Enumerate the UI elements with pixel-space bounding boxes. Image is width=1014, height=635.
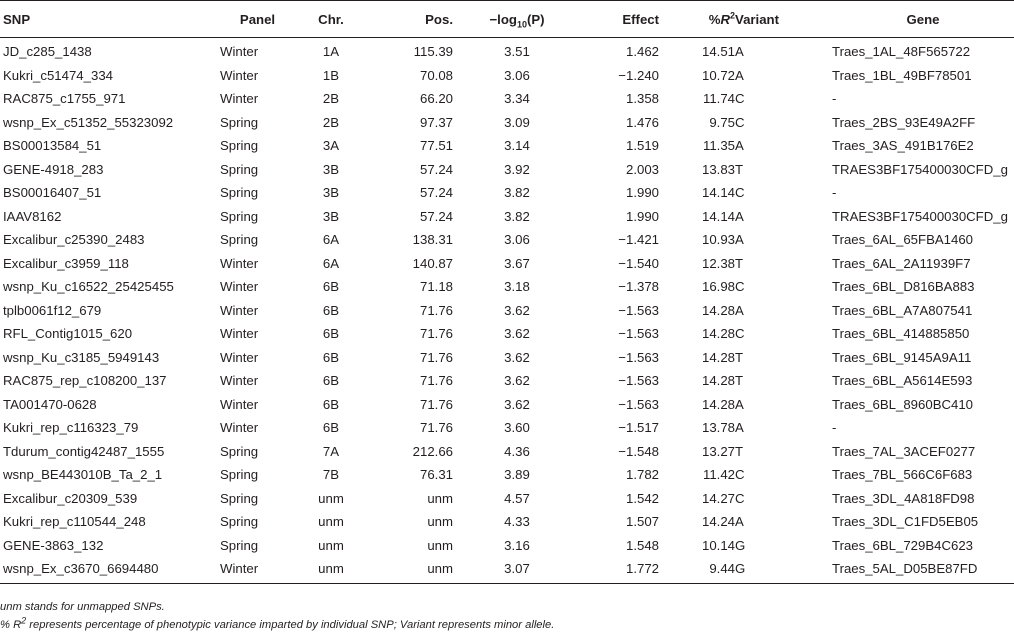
cell-panel: Spring [220, 467, 259, 483]
table-row [0, 487, 1014, 511]
cell-panel: Winter [220, 326, 259, 342]
cell-gene: Traes_6AL_2A11939F7 [832, 255, 971, 271]
cell-logp: 3.07 [453, 557, 581, 583]
cell-pos: 71.76 [419, 420, 453, 436]
table-row [0, 369, 1014, 393]
cell-pos: 71.76 [419, 349, 453, 365]
cell-variant: A [735, 208, 744, 224]
cell-r2: 9.44 [659, 557, 735, 583]
cell-snp: Tdurum_contig42487_1555 [3, 443, 165, 459]
cell-snp: wsnp_BE443010B_Ta_2_1 [3, 467, 163, 483]
cell-gene: Traes_7BL_566C6F683 [832, 467, 973, 483]
table-row [0, 134, 1014, 158]
cell-r2: 14.28 [701, 349, 735, 365]
table-row [0, 181, 1014, 205]
cell-panel: Winter [220, 67, 259, 83]
cell-r2: 16.98 [701, 279, 735, 295]
table-row [0, 299, 1014, 323]
cell-variant: T [735, 161, 744, 177]
cell-effect: −1.563 [618, 326, 659, 342]
table-row [0, 275, 1014, 299]
cell-effect: 1.772 [581, 557, 659, 583]
table-row [0, 158, 1014, 182]
cell-snp: wsnp_Ku_c16522_25425455 [3, 279, 174, 295]
cell-gene: Traes_5AL_D05BE87FD [832, 557, 1014, 583]
cell-chr: 6B [322, 302, 340, 318]
cell-logp: 3.51 [504, 44, 530, 60]
cell-snp: RAC875_c1755_971 [3, 91, 126, 107]
table-header [0, 1, 1014, 38]
cell-chr: 1A [322, 44, 340, 60]
cell-snp: Kukri_rep_c110544_248 [3, 514, 146, 530]
cell-variant: C [735, 91, 745, 107]
table-row [0, 252, 1014, 276]
cell-gene: Traes_6BL_8960BC410 [832, 396, 974, 412]
cell-variant: T [735, 255, 744, 271]
header-panel: Panel [220, 1, 295, 38]
header-r2-letter: R [720, 11, 730, 27]
cell-snp: Kukri_c51474_334 [3, 67, 113, 83]
header-gene: Gene [832, 1, 1014, 38]
cell-snp: RFL_Contig1015_620 [3, 326, 133, 342]
cell-logp: 3.14 [504, 138, 530, 154]
header-row [0, 1, 1014, 38]
cell-gene: Traes_6BL_9145A9A11 [832, 349, 972, 365]
cell-r2: 14.27 [701, 490, 735, 506]
cell-pos: 71.18 [419, 279, 453, 295]
cell-variant: A [735, 138, 744, 154]
cell-effect: −1.563 [618, 349, 659, 365]
cell-pos: 140.87 [412, 255, 453, 271]
footnote-r2-prefix: % [0, 619, 14, 631]
cell-gene: Traes_6BL_A7A807541 [832, 302, 973, 318]
cell-effect: 2.003 [625, 161, 659, 177]
cell-gene: Traes_6BL_A5614E593 [832, 373, 973, 389]
cell-pos: 57.24 [419, 161, 453, 177]
cell-logp: 3.18 [504, 279, 530, 295]
cell-snp: BS00016407_51 [3, 185, 102, 201]
cell-effect: −1.548 [618, 443, 659, 459]
cell-r2: 10.93 [701, 232, 735, 248]
header-variant: Variant [735, 1, 832, 38]
cell-variant: G [735, 537, 746, 553]
cell-logp: 3.09 [504, 114, 530, 130]
cell-snp: IAAV8162 [3, 208, 62, 224]
cell-effect: −1.563 [618, 373, 659, 389]
table-body [0, 38, 1014, 584]
cell-chr: unm [295, 557, 367, 583]
cell-pos: unm [427, 537, 453, 553]
cell-variant: A [735, 420, 744, 436]
cell-r2: 14.51 [701, 44, 735, 60]
cell-gene: - [832, 420, 837, 436]
cell-logp: 3.62 [504, 396, 530, 412]
cell-pos: 57.24 [419, 185, 453, 201]
cell-panel: Spring [220, 138, 259, 154]
cell-logp: 3.16 [504, 537, 530, 553]
table-row [0, 322, 1014, 346]
header-r2-sup: 2 [729, 10, 735, 21]
cell-logp: 3.62 [504, 302, 530, 318]
cell-logp: 3.62 [504, 326, 530, 342]
header-logp [453, 1, 581, 38]
cell-gene: Traes_3AS_491B176E2 [832, 138, 974, 154]
cell-variant: C [735, 490, 745, 506]
cell-panel: Spring [220, 490, 259, 506]
cell-r2: 13.83 [701, 161, 735, 177]
cell-effect: −1.240 [618, 67, 659, 83]
header-snp: SNP [0, 1, 220, 38]
cell-r2: 14.28 [701, 326, 735, 342]
cell-variant: C [735, 279, 745, 295]
header-chr: Chr. [295, 1, 367, 38]
footnote-r2-letter: R [13, 619, 22, 631]
cell-chr: 6B [322, 396, 340, 412]
cell-effect: −1.378 [618, 279, 659, 295]
cell-logp: 3.82 [504, 208, 530, 224]
cell-effect: −1.563 [618, 396, 659, 412]
cell-logp: 4.36 [504, 443, 530, 459]
cell-chr: 7B [322, 467, 340, 483]
cell-r2: 10.72 [701, 67, 735, 83]
cell-logp: 3.82 [504, 185, 530, 201]
cell-snp: Excalibur_c20309_539 [3, 490, 138, 506]
cell-chr: 2B [322, 114, 340, 130]
cell-effect: −1.517 [618, 420, 659, 436]
cell-snp: BS00013584_51 [3, 138, 102, 154]
cell-logp: 3.34 [504, 91, 530, 107]
header-effect: Effect [581, 1, 659, 38]
table-row [0, 440, 1014, 464]
cell-panel: Winter [220, 279, 259, 295]
table-row [0, 205, 1014, 229]
table-row [0, 510, 1014, 534]
header-r2-prefix: % [708, 11, 721, 27]
cell-logp: 3.67 [504, 255, 530, 271]
cell-effect: 1.358 [625, 91, 659, 107]
cell-r2: 9.75 [709, 114, 735, 130]
cell-gene: TRAES3BF175400030CFD_g [832, 161, 1008, 177]
cell-pos: 115.39 [413, 44, 453, 60]
cell-panel: Winter [220, 557, 295, 583]
table-row [0, 38, 1014, 64]
cell-snp: GENE-4918_283 [3, 161, 104, 177]
cell-snp: wsnp_Ex_c3670_6694480 [0, 557, 220, 583]
table-row [0, 111, 1014, 135]
footnote-r2-sup: 2 [21, 615, 27, 626]
cell-chr: 3B [322, 185, 340, 201]
cell-r2: 11.35 [702, 138, 735, 154]
cell-panel: Spring [220, 514, 259, 530]
cell-gene: Traes_3DL_C1FD5EB05 [832, 514, 979, 530]
cell-effect: 1.519 [625, 138, 659, 154]
cell-gene: - [832, 185, 837, 201]
cell-snp: Excalibur_c25390_2483 [3, 232, 145, 248]
cell-pos: 212.66 [412, 443, 453, 459]
cell-r2: 14.28 [701, 373, 735, 389]
cell-variant: T [735, 443, 744, 459]
cell-r2: 14.14 [701, 208, 735, 224]
cell-pos: 57.24 [419, 208, 453, 224]
table-row [0, 463, 1014, 487]
cell-pos: 77.51 [419, 138, 453, 154]
cell-chr: 3A [322, 138, 340, 154]
cell-logp: 3.06 [504, 67, 530, 83]
cell-chr: 2B [322, 91, 340, 107]
cell-snp: wsnp_Ku_c3185_5949143 [3, 349, 160, 365]
cell-panel: Winter [220, 396, 259, 412]
table-row [0, 228, 1014, 252]
table-row [0, 393, 1014, 417]
cell-variant: A [735, 232, 744, 248]
cell-snp: JD_c285_1438 [3, 44, 92, 60]
cell-effect: −1.563 [618, 302, 659, 318]
cell-pos: 66.20 [419, 91, 453, 107]
cell-snp: wsnp_Ex_c51352_55323092 [3, 114, 174, 130]
cell-panel: Winter [220, 420, 259, 436]
cell-logp: 4.57 [504, 490, 530, 506]
cell-effect: 1.548 [625, 537, 659, 553]
cell-variant: A [735, 67, 744, 83]
cell-r2: 11.42 [702, 467, 735, 483]
cell-panel: Winter [220, 255, 259, 271]
cell-snp: RAC875_rep_c108200_137 [3, 373, 167, 389]
table-row [0, 416, 1014, 440]
cell-r2: 14.28 [701, 302, 735, 318]
cell-gene: Traes_7AL_3ACEF0277 [832, 443, 976, 459]
cell-panel: Spring [220, 114, 259, 130]
cell-panel: Spring [220, 443, 259, 459]
cell-r2: 13.78 [701, 420, 735, 436]
cell-variant: C [735, 467, 745, 483]
cell-variant: C [735, 114, 745, 130]
cell-panel: Winter [220, 44, 259, 60]
cell-effect: 1.782 [625, 467, 659, 483]
table-row [0, 346, 1014, 370]
cell-variant: C [735, 326, 745, 342]
cell-logp: 3.92 [504, 161, 530, 177]
cell-logp: 4.33 [504, 514, 530, 530]
cell-variant: A [735, 302, 744, 318]
cell-gene: TRAES3BF175400030CFD_g [832, 208, 1008, 224]
cell-panel: Spring [220, 232, 259, 248]
cell-pos: 71.76 [419, 373, 453, 389]
cell-snp: Kukri_rep_c116323_79 [3, 420, 139, 436]
cell-pos: unm [427, 490, 453, 506]
table-row [0, 557, 1014, 583]
cell-snp: tplb0061f12_679 [3, 302, 102, 318]
cell-chr: 1B [322, 67, 340, 83]
cell-effect: 1.507 [625, 514, 659, 530]
cell-variant: A [735, 514, 744, 530]
footnote-r2 [0, 616, 1014, 634]
cell-logp: 3.60 [504, 420, 530, 436]
header-logp-suffix: (P) [526, 11, 545, 27]
table-row [0, 64, 1014, 88]
cell-logp: 3.62 [504, 349, 530, 365]
cell-effect: 1.542 [625, 490, 659, 506]
cell-pos: 71.76 [419, 302, 453, 318]
cell-r2: 13.27 [701, 443, 735, 459]
cell-chr: 6B [322, 420, 340, 436]
cell-gene: Traes_1AL_48F565722 [832, 44, 971, 60]
cell-gene: Traes_1BL_49BF78501 [832, 67, 972, 83]
cell-variant: C [735, 185, 745, 201]
cell-variant: T [735, 373, 744, 389]
cell-variant: A [735, 44, 744, 60]
cell-chr: 6B [322, 373, 340, 389]
cell-chr: 6A [322, 232, 340, 248]
cell-panel: Spring [220, 161, 259, 177]
cell-r2: 11.74 [702, 91, 735, 107]
cell-panel: Winter [220, 302, 259, 318]
cell-gene: Traes_6BL_D816BA883 [832, 279, 975, 295]
cell-gene: Traes_3DL_4A818FD98 [832, 490, 975, 506]
cell-r2: 14.28 [701, 396, 735, 412]
cell-snp: Excalibur_c3959_118 [3, 255, 129, 271]
cell-chr: unm [318, 537, 344, 553]
cell-effect: 1.990 [625, 185, 659, 201]
cell-chr: unm [318, 490, 344, 506]
cell-r2: 14.24 [701, 514, 735, 530]
cell-r2: 10.14 [701, 537, 735, 553]
cell-effect: −1.540 [618, 255, 659, 271]
table-row [0, 87, 1014, 111]
cell-pos: 138.31 [412, 232, 453, 248]
cell-gene: Traes_6BL_414885850 [832, 326, 970, 342]
cell-panel: Winter [220, 373, 259, 389]
cell-pos: unm [367, 557, 453, 583]
cell-gene: Traes_2BS_93E49A2FF [832, 114, 976, 130]
cell-logp: 3.89 [504, 467, 530, 483]
cell-chr: 7A [322, 443, 340, 459]
cell-panel: Spring [220, 208, 259, 224]
cell-chr: 6B [322, 279, 340, 295]
cell-pos: unm [427, 514, 453, 530]
cell-pos: 97.37 [419, 114, 453, 130]
cell-panel: Spring [220, 185, 259, 201]
cell-effect: 1.462 [625, 44, 659, 60]
cell-effect: 1.990 [625, 208, 659, 224]
cell-snp: GENE-3863_132 [3, 537, 104, 553]
cell-variant: T [735, 349, 744, 365]
header-logp-sub: 10 [516, 19, 527, 30]
table-footnotes [0, 598, 1014, 634]
header-r2 [659, 1, 735, 38]
cell-logp: 3.06 [504, 232, 530, 248]
cell-pos: 71.76 [419, 326, 453, 342]
cell-logp: 3.62 [504, 373, 530, 389]
header-logp-prefix: −log [489, 11, 517, 27]
cell-pos: 71.76 [419, 396, 453, 412]
cell-chr: 3B [322, 208, 340, 224]
cell-gene: Traes_6BL_729B4C623 [832, 537, 974, 553]
table-row [0, 534, 1014, 558]
cell-effect: −1.421 [618, 232, 659, 248]
cell-snp: TA001470-0628 [3, 396, 97, 412]
cell-gene: - [832, 91, 837, 107]
cell-pos: 70.08 [419, 67, 453, 83]
cell-effect: 1.476 [625, 114, 659, 130]
cell-r2: 14.14 [701, 185, 735, 201]
footnote-r2-rest: represents percentage of phenotypic variance imparted by individual SNP; Variant represents minor allele. [26, 619, 555, 631]
cell-chr: unm [318, 514, 344, 530]
cell-chr: 3B [322, 161, 340, 177]
cell-chr: 6A [322, 255, 340, 271]
cell-chr: 6B [322, 326, 340, 342]
header-pos: Pos. [367, 1, 453, 38]
cell-panel: Spring [220, 537, 259, 553]
cell-chr: 6B [322, 349, 340, 365]
cell-variant: A [735, 396, 744, 412]
footnote-unmapped: unm stands for unmapped SNPs. [0, 601, 165, 613]
cell-r2: 12.38 [701, 255, 735, 271]
cell-pos: 76.31 [419, 467, 453, 483]
cell-variant: G [735, 557, 832, 583]
cell-panel: Winter [220, 349, 259, 365]
cell-panel: Winter [220, 91, 259, 107]
cell-gene: Traes_6AL_65FBA1460 [832, 232, 974, 248]
